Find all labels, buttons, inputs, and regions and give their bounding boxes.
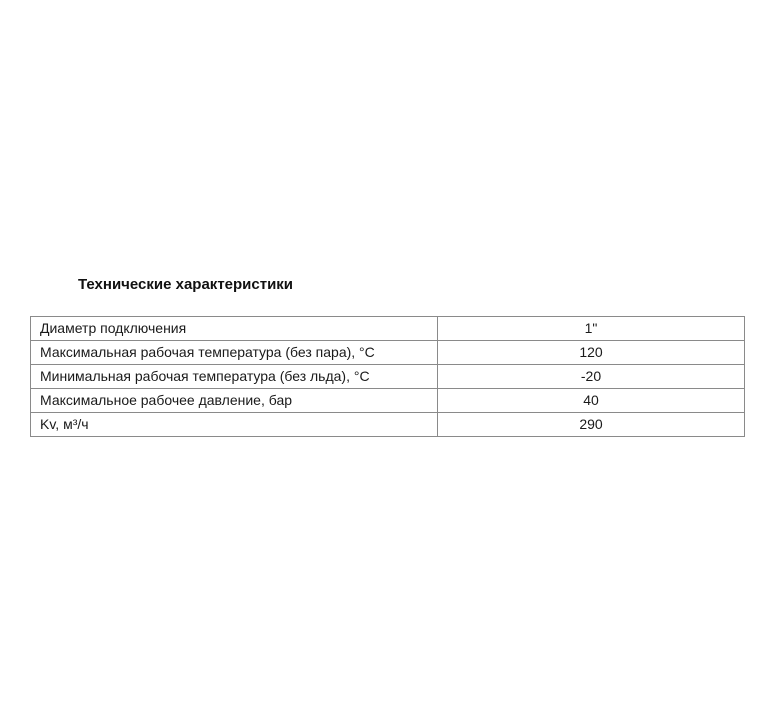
parameter-cell: Максимальное рабочее давление, бар [31,389,438,413]
specifications-table [30,316,745,437]
table-row [31,389,745,413]
parameter-cell: Минимальная рабочая температура (без льда), °С [31,365,438,389]
value-cell: -20 [438,365,745,389]
value-cell: 120 [438,341,745,365]
parameter-cell: Максимальная рабочая температура (без пара), °С [31,341,438,365]
value-cell: 290 [438,413,745,437]
table-row [31,365,745,389]
table-row [31,341,745,365]
table-row [31,413,745,437]
section-heading: Технические характеристики [78,276,294,293]
value-cell: 1" [438,317,745,341]
table-row [31,317,745,341]
parameter-cell: Диаметр подключения [31,317,438,341]
value-cell: 40 [438,389,745,413]
parameter-cell: Kv, м³/ч [31,413,438,437]
